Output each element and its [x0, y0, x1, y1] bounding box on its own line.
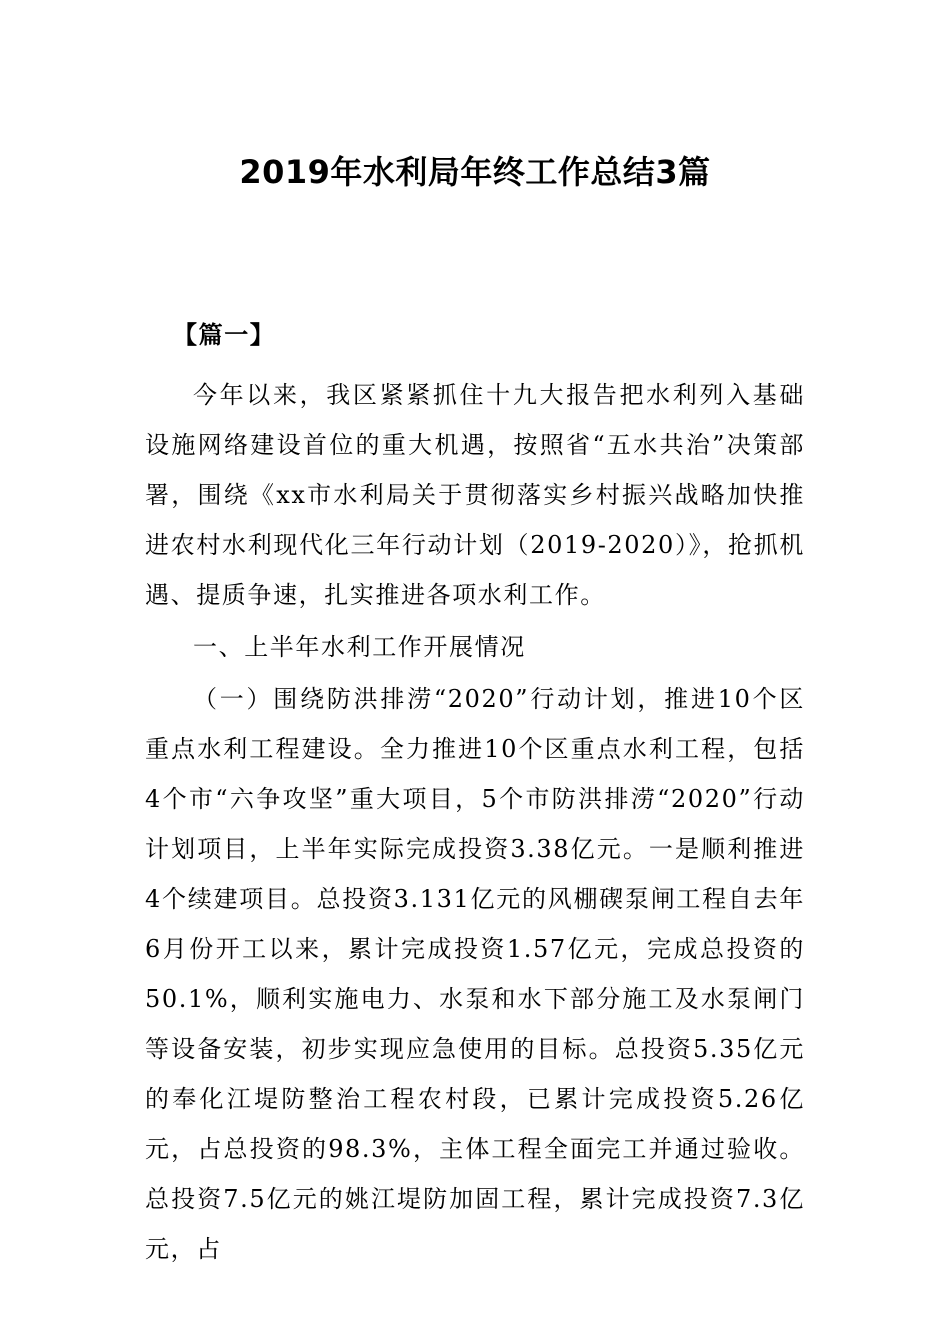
section-heading-first-half: 一、上半年水利工作开展情况 [193, 633, 526, 661]
document-body [145, 310, 805, 1276]
document-title: 2019年水利局年终工作总结3篇 [239, 153, 711, 191]
paragraph-intro: 今年以来，我区紧紧抓住十九大报告把水利列入基础设施网络建设首位的重大机遇，按照省“五水共治”决策部署，围绕《xx市水利局关于贯彻落实乡村振兴战略加快推进农村水利现代化三年行动计划（2019-2020）》，抢抓机遇、提质争速，扎实推进各项水利工作。 [145, 381, 805, 609]
section-label: 【篇一】 [173, 321, 276, 349]
paragraph-flood-control: （一）围绕防洪排涝“2020”行动计划，推进10个区重点水利工程建设。全力推进10个区重点水利工程，包括4个市“六争攻坚”重大项目，5个市防洪排涝“2020”行动计划项目，上半年实际完成投资3.38亿元。一是顺利推进4个续建项目。总投资3.131亿元的风棚碶泵闸工程自去年6月份开工以来，累计完成投资1.57亿元，完成总投资的50.1%，顺利实施电力、水泵和水下部分施工及水泵闸门等设备安装，初步实现应急使用的目标。总投资5.35亿元的奉化江堤防整治工程农村段，已累计完成投资5.26亿元，占总投资的98.3%，主体工程全面完工并通过验收。总投资7.5亿元的姚江堤防加固工程，累计完成投资7.3亿元，占 [145, 685, 805, 1263]
